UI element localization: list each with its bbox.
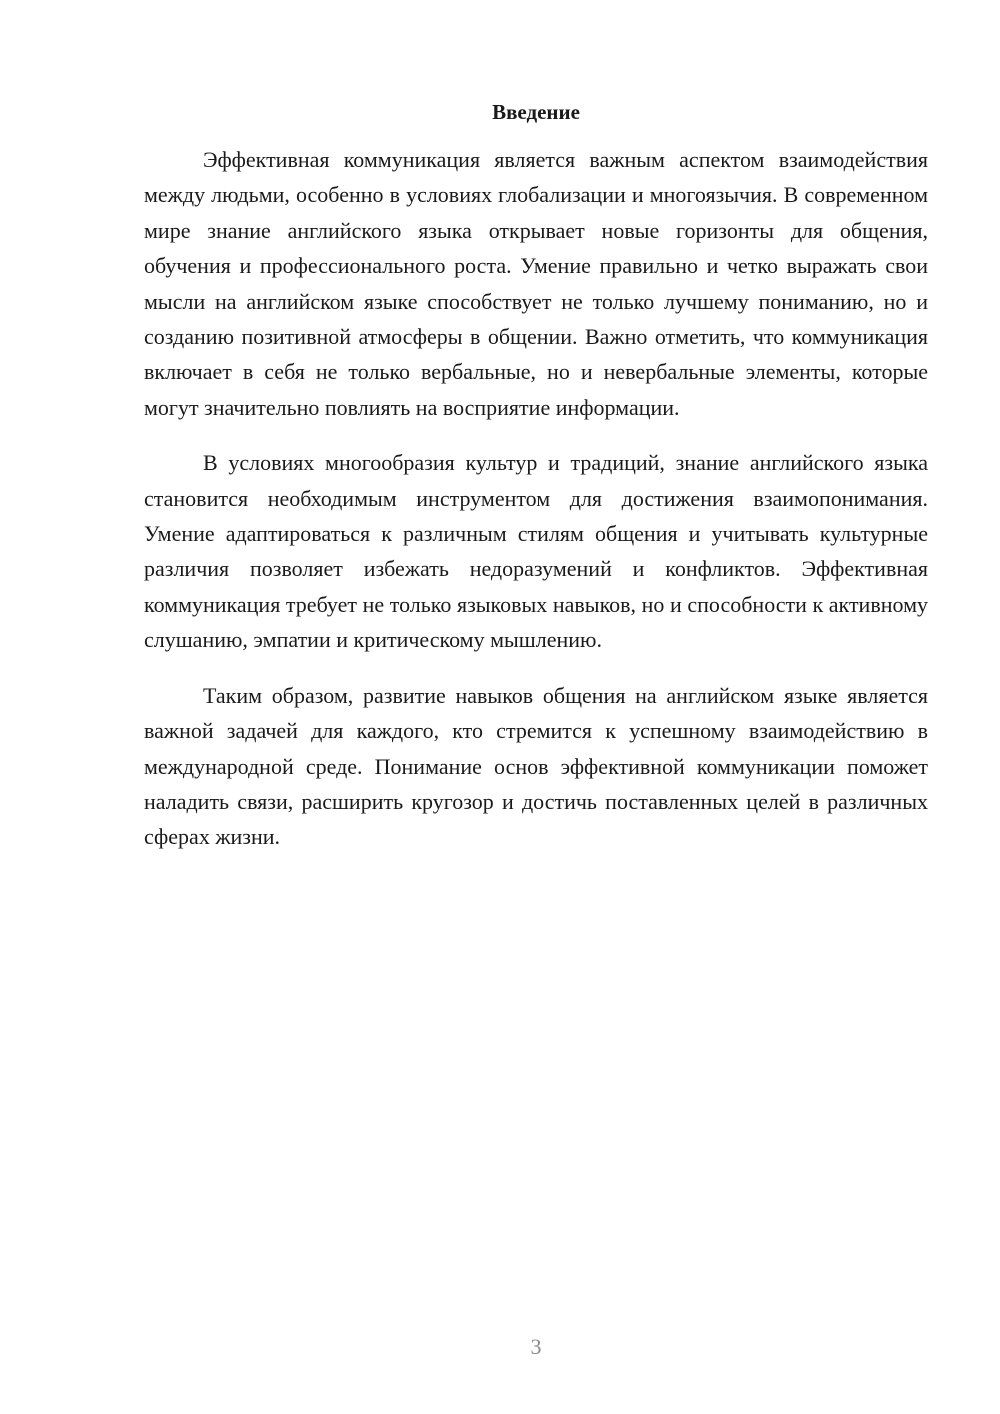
paragraph-3: Таким образом, развитие навыков общения на английском языке является важной задачей для каждого, кто стремится к успешному взаимодействию в международной среде. Понимание основ эффективной коммуникации поможет наладить связи, расширить кругозор и достичь поставленных целей в различных сферах жизни.: [144, 682, 928, 850]
section-heading: Введение: [492, 100, 580, 124]
paragraph-2: В условиях многообразия культур и традиций, знание английского языка становится необходимым инструментом для достижения взаимопонимания. Умение адаптироваться к различным стилям общения и учитывать культурные различия позволяет избежать недоразумений и конфликтов. Эффективная коммуникация требует не только языковых навыков, но и способности к активному слушанию, эмпатии и критическому мышлению.: [144, 450, 928, 653]
paragraph-1: Эффективная коммуникация является важным аспектом взаимодействия между людьми, особенно в условиях глобализации и многоязычия. В современном мире знание английского языка открывает новые горизонты для общения, обучения и профессионального роста. Умение правильно и четко выражать свои мысли на английском языке способствует не только лучшему пониманию, но и созданию позитивной атмосферы в общении. Важно отметить, что коммуникация включает в себя не только вербальные, но и невербальные элементы, которые могут значительно повлиять на восприятие информации.: [144, 147, 928, 420]
body-text: [144, 142, 928, 855]
page-number: 3: [530, 1334, 542, 1359]
